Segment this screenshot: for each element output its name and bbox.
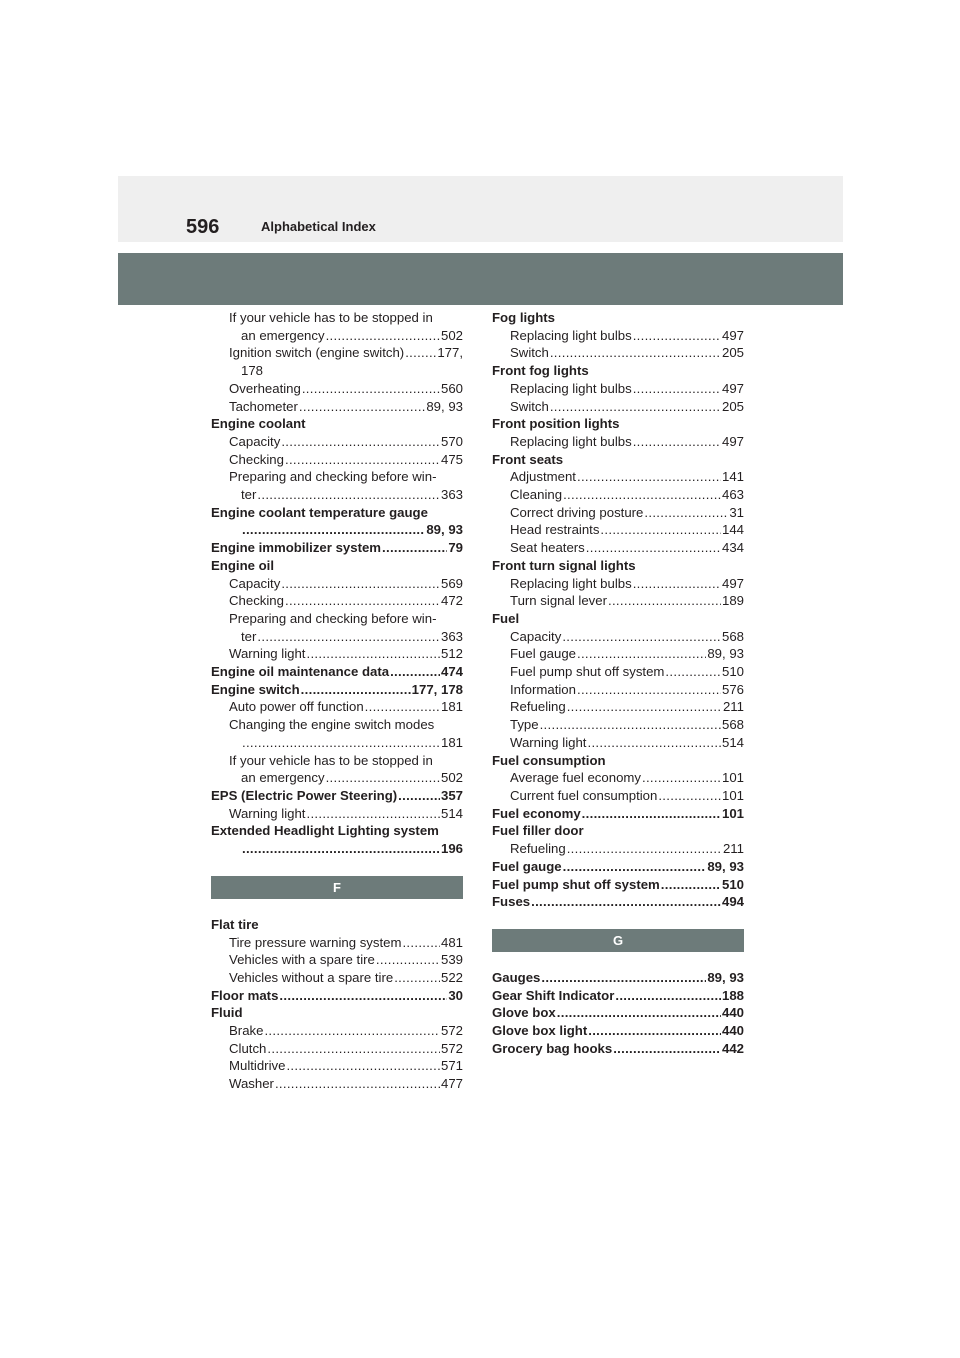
- index-entry[interactable]: [492, 628, 744, 646]
- index-heading: Preparing and checking before win-: [229, 610, 437, 626]
- entry-label: Refueling: [510, 841, 566, 857]
- entry-label: Fuel pump shut off system: [510, 664, 665, 680]
- entry-label: Grocery bag hooks: [492, 1040, 613, 1056]
- index-heading: Engine coolant temperature gauge: [211, 504, 428, 520]
- dot-leader: [563, 858, 707, 876]
- entry-label: Tire pressure warning system: [229, 934, 402, 950]
- entry-label: Adjustment: [510, 469, 576, 485]
- entry-label: Average fuel economy: [510, 770, 641, 786]
- dot-leader: [541, 969, 706, 987]
- entry-label: EPS (Electric Power Steering): [211, 787, 398, 803]
- index-entry[interactable]: [211, 539, 463, 557]
- entry-label: Warning light: [229, 646, 306, 662]
- dot-leader: [285, 451, 440, 469]
- dot-leader: [264, 1022, 440, 1040]
- page-reference[interactable]: 512: [440, 646, 463, 662]
- dot-leader: [531, 893, 721, 911]
- entry-label: Replacing light bulbs: [510, 433, 632, 449]
- page-reference[interactable]: 101: [721, 805, 744, 821]
- letter-heading: G: [492, 929, 744, 952]
- entry-label: Gear Shift Indicator: [492, 987, 615, 1003]
- dot-leader: [588, 1022, 721, 1040]
- dot-leader: [563, 486, 721, 504]
- page-reference[interactable]: 141: [721, 469, 744, 485]
- dot-leader: [633, 433, 721, 451]
- dot-leader: [615, 987, 721, 1005]
- entry-label: Refueling: [510, 699, 566, 715]
- page-reference[interactable]: 31: [729, 504, 744, 520]
- dot-leader: [299, 398, 425, 416]
- entry-label: Glove box light: [492, 1023, 588, 1039]
- dot-leader: [382, 539, 447, 557]
- index-entry[interactable]: [492, 1022, 744, 1040]
- dot-leader: [257, 628, 440, 646]
- dot-leader: [577, 681, 721, 699]
- index-column-left: [211, 309, 463, 1093]
- dot-leader: [613, 1040, 721, 1058]
- page-reference[interactable]: 514: [721, 734, 744, 750]
- dot-leader: [405, 344, 436, 362]
- index-entry[interactable]: [211, 934, 463, 952]
- dot-leader: [644, 504, 728, 522]
- page-reference[interactable]: 514: [440, 805, 463, 821]
- dot-leader: [281, 575, 440, 593]
- page-reference[interactable]: 510: [721, 876, 744, 892]
- page-reference[interactable]: 89, 93: [426, 522, 463, 538]
- index-entry[interactable]: [492, 893, 744, 911]
- entry-label: Information: [510, 681, 576, 697]
- dot-leader: [642, 769, 721, 787]
- index-heading: Fuel: [492, 610, 520, 626]
- page-reference[interactable]: 101: [721, 787, 744, 803]
- index-entry[interactable]: [492, 858, 744, 876]
- index-entry[interactable]: [492, 521, 744, 539]
- dot-leader: [586, 539, 721, 557]
- page-reference[interactable]: 363: [440, 628, 463, 644]
- index-entry[interactable]: [492, 486, 744, 504]
- index-entry[interactable]: [211, 575, 463, 593]
- index-heading: Preparing and checking before win-: [229, 469, 437, 485]
- page-reference[interactable]: 502: [440, 770, 463, 786]
- page-reference[interactable]: 89, 93: [707, 969, 744, 985]
- page-reference[interactable]: 477: [440, 1076, 463, 1092]
- page-reference[interactable]: 472: [440, 593, 463, 609]
- dot-leader: [301, 681, 411, 699]
- dot-leader: [279, 987, 447, 1005]
- index-entry[interactable]: [492, 805, 744, 823]
- entry-label: Head restraints: [510, 522, 600, 538]
- entry-label: Brake: [229, 1023, 264, 1039]
- index-entry[interactable]: [211, 327, 463, 345]
- index-entry[interactable]: [492, 380, 744, 398]
- letter-heading: F: [211, 876, 463, 899]
- index-entry[interactable]: [211, 698, 463, 716]
- index-entry[interactable]: [211, 380, 463, 398]
- dot-leader: [633, 327, 721, 345]
- entry-label: Fuel economy: [492, 805, 581, 821]
- page-reference[interactable]: 363: [440, 487, 463, 503]
- index-heading: If your vehicle has to be stopped in: [229, 752, 433, 768]
- index-entry[interactable]: [211, 987, 463, 1005]
- entry-label: Replacing light bulbs: [510, 327, 632, 343]
- index-heading: Front seats: [492, 451, 564, 467]
- dot-leader: [390, 663, 440, 681]
- entry-label: Turn signal lever: [510, 593, 607, 609]
- dot-leader: [665, 663, 721, 681]
- entry-label: Auto power off function: [229, 699, 364, 715]
- dot-leader: [302, 380, 440, 398]
- index-entry[interactable]: [492, 398, 744, 416]
- index-entry[interactable]: [211, 451, 463, 469]
- dot-leader: [242, 734, 440, 752]
- index-entry[interactable]: [211, 663, 463, 681]
- dot-leader: [257, 486, 440, 504]
- page-reference[interactable]: 572: [440, 1023, 463, 1039]
- dot-leader: [567, 698, 722, 716]
- index-entry[interactable]: [492, 592, 744, 610]
- dot-leader: [577, 468, 721, 486]
- index-entry[interactable]: [492, 734, 744, 752]
- page-reference[interactable]: 181: [440, 734, 463, 750]
- page-reference[interactable]: 568: [721, 628, 744, 644]
- index-entry[interactable]: [211, 521, 463, 539]
- index-heading: Fog lights: [492, 310, 555, 325]
- page-reference[interactable]: 211: [722, 841, 744, 857]
- page-reference[interactable]: 497: [721, 433, 744, 449]
- page-reference[interactable]: 89, 93: [426, 398, 463, 414]
- index-entry[interactable]: [211, 840, 463, 858]
- index-heading: Flat tire: [211, 916, 259, 932]
- entry-label: Tachometer: [229, 398, 298, 414]
- index-entry[interactable]: [211, 1040, 463, 1058]
- dot-leader: [285, 592, 440, 610]
- dot-leader: [608, 592, 721, 610]
- index-heading: 178: [241, 363, 264, 379]
- dot-leader: [557, 1004, 721, 1022]
- entry-label: Engine switch: [211, 681, 300, 697]
- index-entry[interactable]: [492, 539, 744, 557]
- page-reference[interactable]: 572: [440, 1040, 463, 1056]
- index-entry[interactable]: [492, 1040, 744, 1058]
- dot-leader: [567, 840, 722, 858]
- entry-label: Warning light: [510, 734, 587, 750]
- header-band: [118, 176, 843, 242]
- index-entry[interactable]: [492, 433, 744, 451]
- index-heading: If your vehicle has to be stopped in: [229, 310, 433, 325]
- page-reference[interactable]: 539: [440, 952, 463, 968]
- page-reference[interactable]: 196: [440, 841, 463, 857]
- index-entry[interactable]: [211, 1075, 463, 1093]
- dot-leader: [550, 398, 721, 416]
- dot-leader: [398, 787, 440, 805]
- dot-leader: [402, 934, 440, 952]
- index-entry[interactable]: [211, 628, 463, 646]
- index-heading: Fluid: [211, 1005, 243, 1021]
- dot-leader: [242, 840, 440, 858]
- page-reference[interactable]: 474: [440, 664, 463, 680]
- index-entry[interactable]: [211, 592, 463, 610]
- page-reference[interactable]: 89, 93: [707, 646, 744, 662]
- page-reference[interactable]: 79: [448, 540, 463, 556]
- page-reference[interactable]: 189: [721, 593, 744, 609]
- page-reference[interactable]: 177,: [437, 345, 463, 361]
- dot-leader: [326, 769, 440, 787]
- page-reference[interactable]: 481: [440, 934, 463, 950]
- index-entry[interactable]: [211, 734, 463, 752]
- entry-label: Overheating: [229, 380, 301, 396]
- entry-label: ter: [241, 628, 257, 644]
- index-heading: Front fog lights: [492, 363, 589, 379]
- dot-leader: [562, 628, 721, 646]
- index-entry[interactable]: [492, 969, 744, 987]
- entry-label: Fuses: [492, 894, 531, 910]
- index-heading: Fuel consumption: [492, 752, 606, 768]
- page-reference[interactable]: 522: [440, 969, 463, 985]
- page-reference[interactable]: 440: [721, 1005, 744, 1021]
- index-heading: Engine coolant: [211, 416, 306, 432]
- dot-leader: [306, 805, 440, 823]
- dot-leader: [306, 645, 440, 663]
- dot-leader: [550, 344, 721, 362]
- page-reference[interactable]: 442: [721, 1040, 744, 1056]
- index-entry[interactable]: [492, 698, 744, 716]
- entry-label: Cleaning: [510, 487, 563, 503]
- index-entry[interactable]: [492, 468, 744, 486]
- entry-label: Capacity: [229, 575, 281, 591]
- index-column-right: [492, 309, 744, 1057]
- entry-label: Fuel gauge: [510, 646, 576, 662]
- page-reference[interactable]: 571: [440, 1058, 463, 1074]
- index-heading: Front turn signal lights: [492, 557, 636, 573]
- entry-label: Engine immobilizer system: [211, 540, 382, 556]
- index-entry[interactable]: [492, 327, 744, 345]
- page-reference[interactable]: 211: [722, 699, 744, 715]
- index-heading: Fuel filler door: [492, 823, 584, 839]
- index-entry[interactable]: [492, 681, 744, 699]
- dot-leader: [242, 521, 425, 539]
- page-reference[interactable]: 434: [721, 540, 744, 556]
- index-entry[interactable]: [492, 769, 744, 787]
- page-reference[interactable]: 205: [721, 345, 744, 361]
- page-reference[interactable]: 569: [440, 575, 463, 591]
- entry-label: Glove box: [492, 1005, 556, 1021]
- index-heading: Changing the engine switch modes: [229, 717, 435, 733]
- entry-label: Replacing light bulbs: [510, 575, 632, 591]
- dot-leader: [577, 645, 706, 663]
- page-reference[interactable]: 101: [721, 770, 744, 786]
- page-reference[interactable]: 463: [721, 487, 744, 503]
- dot-leader: [582, 805, 721, 823]
- dot-leader: [587, 734, 721, 752]
- page-number: 596: [186, 216, 220, 238]
- entry-label: Type: [510, 717, 539, 733]
- entry-label: Ignition switch (engine switch): [229, 345, 405, 361]
- index-entry[interactable]: [492, 1004, 744, 1022]
- dot-leader: [275, 1075, 440, 1093]
- entry-label: Fuel pump shut off system: [492, 876, 660, 892]
- page-reference[interactable]: 560: [440, 380, 463, 396]
- entry-label: Checking: [229, 593, 284, 609]
- index-entry[interactable]: [211, 787, 463, 805]
- page-reference[interactable]: 30: [448, 987, 463, 1003]
- index-entry[interactable]: [492, 876, 744, 894]
- entry-label: Floor mats: [211, 987, 279, 1003]
- index-entry[interactable]: [492, 645, 744, 663]
- dot-leader: [365, 698, 440, 716]
- entry-label: Gauges: [492, 969, 541, 985]
- entry-label: Capacity: [510, 628, 562, 644]
- page-reference[interactable]: 475: [440, 451, 463, 467]
- entry-label: ter: [241, 487, 257, 503]
- dot-leader: [281, 433, 440, 451]
- entry-label: Replacing light bulbs: [510, 380, 632, 396]
- entry-label: Current fuel consumption: [510, 787, 658, 803]
- entry-label: Engine oil maintenance data: [211, 664, 390, 680]
- index-entry[interactable]: [211, 344, 463, 362]
- index-entry[interactable]: [492, 987, 744, 1005]
- page-reference[interactable]: 497: [721, 575, 744, 591]
- index-entry[interactable]: [211, 433, 463, 451]
- index-entry[interactable]: [211, 805, 463, 823]
- index-entry[interactable]: [492, 663, 744, 681]
- index-entry[interactable]: [211, 486, 463, 504]
- index-entry[interactable]: [492, 716, 744, 734]
- index-entry[interactable]: [492, 787, 744, 805]
- dot-leader: [376, 951, 440, 969]
- entry-label: Vehicles with a spare tire: [229, 952, 375, 968]
- index-heading: Extended Headlight Lighting system: [211, 823, 439, 839]
- header-bar: [118, 253, 843, 305]
- section-title: Alphabetical Index: [261, 219, 376, 234]
- entry-label: Vehicles without a spare tire: [229, 969, 394, 985]
- dot-leader: [600, 521, 721, 539]
- index-entry[interactable]: [492, 840, 744, 858]
- dot-leader: [658, 787, 721, 805]
- page-reference[interactable]: 205: [721, 398, 744, 414]
- dot-leader: [267, 1040, 440, 1058]
- index-entry[interactable]: [211, 1057, 463, 1075]
- page-reference[interactable]: 89, 93: [707, 858, 744, 874]
- page-reference[interactable]: 357: [440, 787, 463, 803]
- dot-leader: [286, 1057, 440, 1075]
- page-reference[interactable]: 576: [721, 681, 744, 697]
- index-heading: Front position lights: [492, 416, 620, 432]
- page-reference[interactable]: 570: [440, 433, 463, 449]
- index-entry[interactable]: [211, 769, 463, 787]
- index-heading: Engine oil: [211, 557, 275, 573]
- page-reference[interactable]: 568: [721, 717, 744, 733]
- index-entry[interactable]: [492, 575, 744, 593]
- page-reference[interactable]: 181: [440, 699, 463, 715]
- page-reference[interactable]: 510: [721, 664, 744, 680]
- index-entry[interactable]: [211, 645, 463, 663]
- index-entry[interactable]: [211, 951, 463, 969]
- entry-label: Capacity: [229, 433, 281, 449]
- entry-label: an emergency: [241, 327, 325, 343]
- page-reference[interactable]: 188: [721, 987, 744, 1003]
- entry-label: Checking: [229, 451, 284, 467]
- index-entry[interactable]: [492, 344, 744, 362]
- index-entry[interactable]: [211, 681, 463, 699]
- index-entry[interactable]: [492, 504, 744, 522]
- entry-label: Seat heaters: [510, 540, 585, 556]
- entry-label: Switch: [510, 345, 549, 361]
- index-entry[interactable]: [211, 1022, 463, 1040]
- entry-label: Fuel gauge: [492, 858, 562, 874]
- page-reference[interactable]: 177, 178: [411, 681, 463, 697]
- entry-label: an emergency: [241, 770, 325, 786]
- entry-label: Multidrive: [229, 1058, 286, 1074]
- dot-leader: [661, 876, 721, 894]
- dot-leader: [633, 380, 721, 398]
- dot-leader: [540, 716, 721, 734]
- page-reference[interactable]: 440: [721, 1023, 744, 1039]
- dot-leader: [394, 969, 440, 987]
- entry-label: Switch: [510, 398, 549, 414]
- page-reference[interactable]: 494: [721, 894, 744, 910]
- dot-leader: [633, 575, 721, 593]
- page-reference[interactable]: 144: [721, 522, 744, 538]
- entry-label: Washer: [229, 1076, 274, 1092]
- index-entry[interactable]: [211, 398, 463, 416]
- dot-leader: [326, 327, 440, 345]
- index-entry[interactable]: [211, 969, 463, 987]
- entry-label: Warning light: [229, 805, 306, 821]
- entry-label: Clutch: [229, 1040, 267, 1056]
- page-reference[interactable]: 502: [440, 327, 463, 343]
- entry-label: Correct driving posture: [510, 504, 644, 520]
- page-reference[interactable]: 497: [721, 327, 744, 343]
- page-reference[interactable]: 497: [721, 380, 744, 396]
